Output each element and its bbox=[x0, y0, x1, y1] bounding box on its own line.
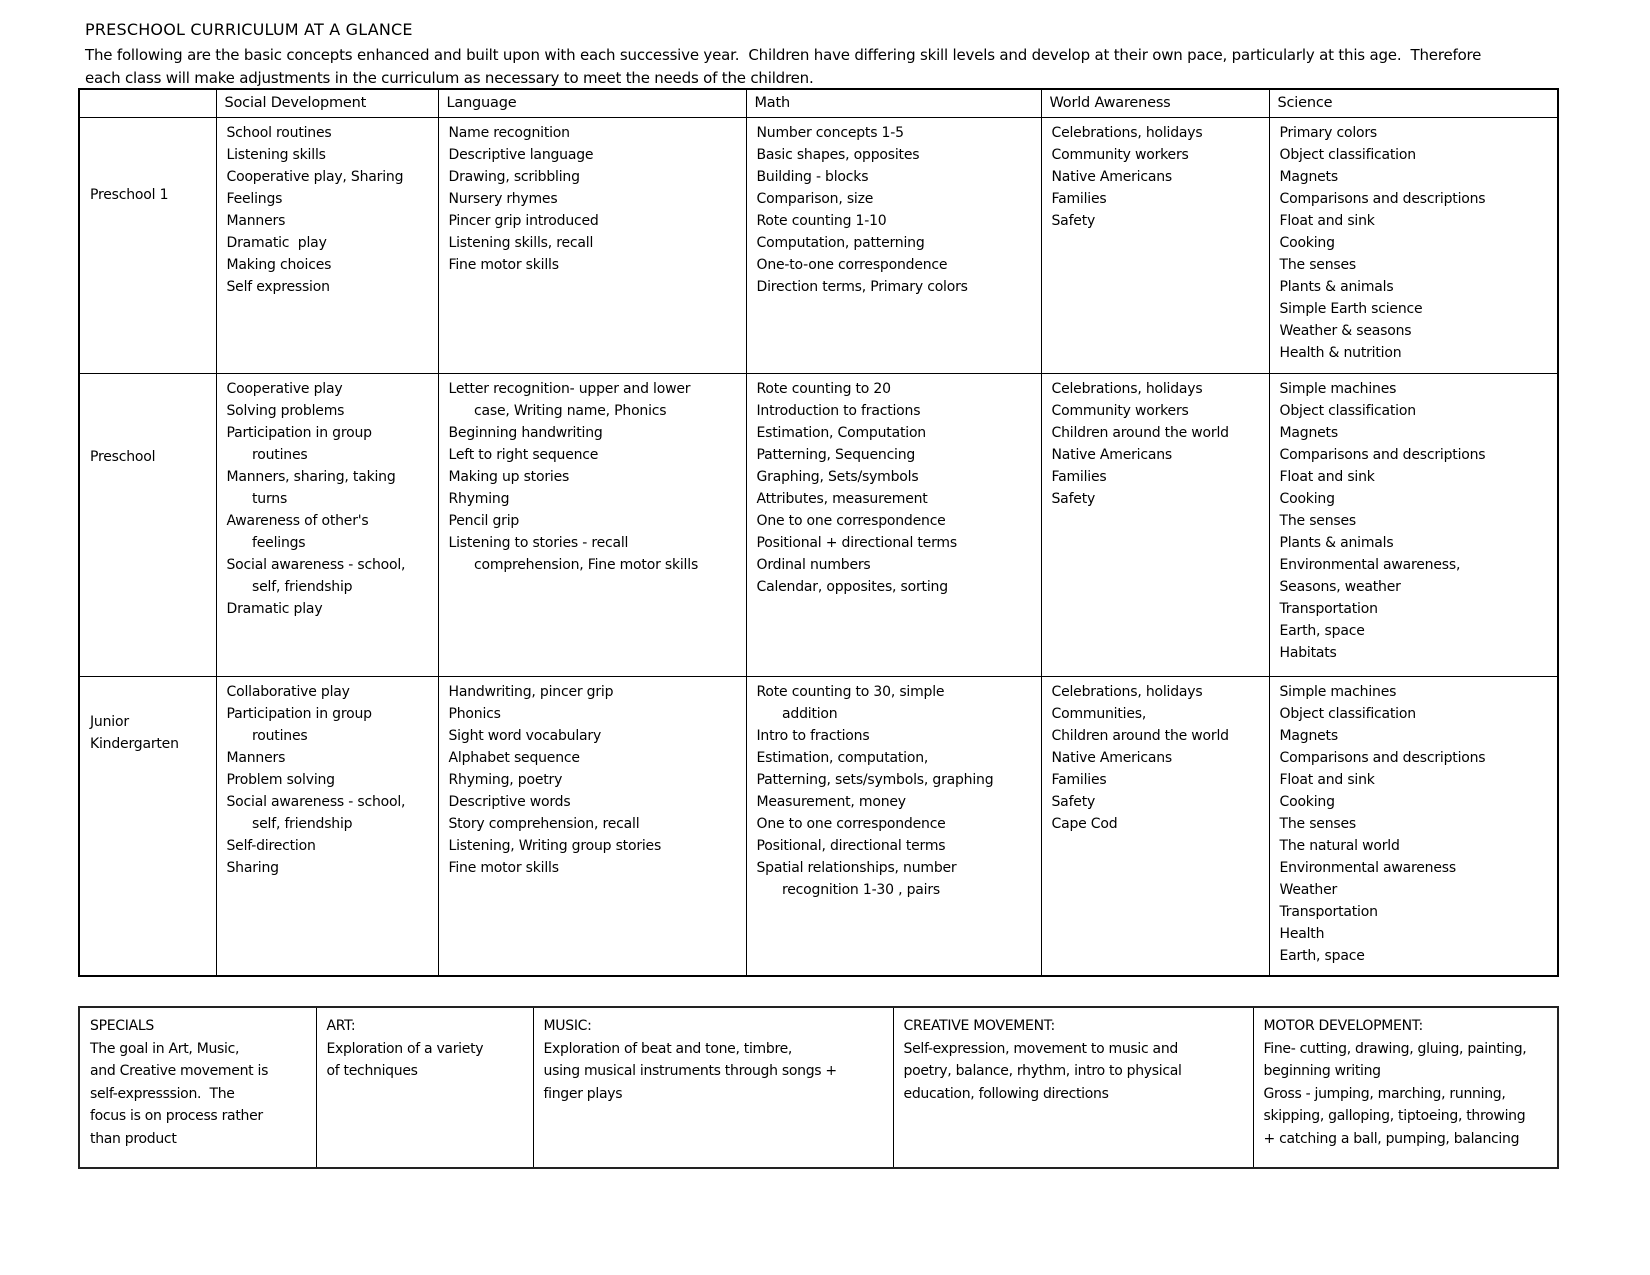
cell-line: Celebrations, holidays bbox=[1051, 124, 1203, 141]
specials-body-line: Exploration of beat and tone, timbre, bbox=[543, 1040, 793, 1057]
cell-line: Listening to stories - recall bbox=[448, 534, 629, 551]
cell-line: Listening skills, recall bbox=[448, 234, 594, 251]
cell-line: Comparisons and descriptions bbox=[1279, 190, 1486, 207]
cell-line: Health bbox=[1279, 925, 1325, 942]
specials-heading: MUSIC: bbox=[543, 1018, 592, 1034]
cell-line: Safety bbox=[1051, 212, 1096, 229]
cell-line: Sight word vocabulary bbox=[448, 727, 602, 744]
curriculum-cell bbox=[438, 373, 746, 676]
cell-line: Direction terms, Primary colors bbox=[756, 278, 968, 295]
specials-body-line: Exploration of a variety bbox=[326, 1040, 484, 1057]
cell-line: Making choices bbox=[226, 256, 332, 273]
cell-line: Number concepts 1-5 bbox=[756, 124, 904, 141]
cell-line: Celebrations, holidays bbox=[1051, 380, 1203, 397]
cell-line: Earth, space bbox=[1279, 947, 1365, 964]
specials-body-line: Gross - jumping, marching, running, bbox=[1263, 1085, 1506, 1102]
curriculum-cell bbox=[216, 117, 438, 373]
cell-line: The senses bbox=[1279, 815, 1356, 832]
cell-line: Attributes, measurement bbox=[756, 490, 928, 507]
cell-line: Dramatic play bbox=[226, 600, 323, 617]
intro-paragraph bbox=[85, 44, 1481, 89]
cell-line: Alphabet sequence bbox=[448, 749, 580, 766]
cell-line: Self expression bbox=[226, 278, 330, 295]
curriculum-cell bbox=[216, 676, 438, 976]
cell-line: Manners bbox=[226, 749, 286, 766]
cell-line: Participation in group bbox=[226, 705, 372, 722]
cell-line: Left to right sequence bbox=[448, 446, 599, 463]
cell-line: Positional + directional terms bbox=[756, 534, 957, 551]
cell-line: case, Writing name, Phonics bbox=[448, 402, 667, 419]
cell-line: Cooking bbox=[1279, 793, 1335, 810]
cell-line: Sharing bbox=[226, 859, 279, 876]
cell-line: Story comprehension, recall bbox=[448, 815, 640, 832]
specials-body-line: and Creative movement is bbox=[90, 1063, 269, 1079]
cell-line: Drawing, scribbling bbox=[448, 168, 580, 185]
cell-line: routines bbox=[226, 446, 308, 463]
cell-line: Native Americans bbox=[1051, 446, 1172, 463]
specials-body-line: Fine- cutting, drawing, gluing, painting, bbox=[1263, 1040, 1527, 1057]
cell-line: School routines bbox=[226, 124, 332, 141]
cell-line: Estimation, computation, bbox=[756, 749, 929, 766]
cell-line: Cooking bbox=[1279, 234, 1335, 251]
specials-body-line: finger plays bbox=[543, 1085, 623, 1102]
cell-line: Earth, space bbox=[1279, 622, 1365, 639]
cell-line: Nursery rhymes bbox=[448, 190, 558, 207]
cell-line: feelings bbox=[226, 534, 306, 551]
cell-line: Object classification bbox=[1279, 705, 1416, 722]
cell-line: Cooperative play bbox=[226, 380, 343, 397]
specials-body-line: education, following directions bbox=[903, 1085, 1109, 1102]
specials-heading: MOTOR DEVELOPMENT: bbox=[1263, 1018, 1423, 1034]
row-label: Preschool bbox=[79, 373, 216, 676]
cell-line: Float and sink bbox=[1279, 212, 1375, 229]
curriculum-row bbox=[79, 117, 1558, 373]
cell-line: Comparison, size bbox=[756, 190, 874, 207]
cell-line: The senses bbox=[1279, 256, 1356, 273]
curriculum-cell bbox=[1041, 373, 1269, 676]
specials-cell bbox=[893, 1007, 1253, 1168]
specials-body-line: than product bbox=[90, 1130, 177, 1147]
cell-line: Dramatic play bbox=[226, 234, 327, 251]
cell-line: Graphing, Sets/symbols bbox=[756, 468, 919, 485]
specials-body-line: The goal in Art, Music, bbox=[90, 1040, 240, 1057]
cell-line: Solving problems bbox=[226, 402, 345, 419]
specials-body-line: using musical instruments through songs + bbox=[543, 1063, 837, 1079]
specials-table bbox=[78, 1006, 1559, 1169]
cell-line: Native Americans bbox=[1051, 749, 1172, 766]
curriculum-cell bbox=[1269, 676, 1558, 976]
cell-line: Manners, sharing, taking bbox=[226, 468, 396, 485]
cell-line: Communities, bbox=[1051, 705, 1147, 722]
curriculum-cell bbox=[1041, 117, 1269, 373]
cell-line: Magnets bbox=[1279, 424, 1338, 441]
column-header: Math bbox=[746, 89, 1041, 117]
cell-line: Spatial relationships, number bbox=[756, 859, 957, 876]
column-header: Science bbox=[1269, 89, 1558, 117]
cell-line: Primary colors bbox=[1279, 124, 1378, 141]
cell-line: addition bbox=[756, 705, 838, 722]
cell-line: Object classification bbox=[1279, 402, 1416, 419]
specials-body-line: + catching a ball, pumping, balancing bbox=[1263, 1130, 1520, 1147]
cell-line: Problem solving bbox=[226, 771, 335, 788]
cell-line: Families bbox=[1051, 190, 1107, 207]
cell-line: Rhyming, poetry bbox=[448, 771, 563, 788]
cell-line: Beginning handwriting bbox=[448, 424, 603, 441]
cell-line: Phonics bbox=[448, 705, 501, 722]
curriculum-cell bbox=[1269, 373, 1558, 676]
cell-line: Patterning, sets/symbols, graphing bbox=[756, 771, 994, 788]
curriculum-cell bbox=[438, 676, 746, 976]
cell-line: Self-direction bbox=[226, 837, 316, 854]
cell-line: Families bbox=[1051, 771, 1107, 788]
curriculum-cell bbox=[1269, 117, 1558, 373]
cell-line: Patterning, Sequencing bbox=[756, 446, 916, 463]
cell-line: Plants & animals bbox=[1279, 278, 1394, 295]
cell-line: routines bbox=[226, 727, 308, 744]
cell-line: Handwriting, pincer grip bbox=[448, 683, 614, 700]
cell-line: Listening, Writing group stories bbox=[448, 837, 662, 854]
curriculum-cell bbox=[1041, 676, 1269, 976]
cell-line: Descriptive words bbox=[448, 793, 571, 810]
cell-line: Simple machines bbox=[1279, 683, 1397, 700]
cell-line: Computation, patterning bbox=[756, 234, 925, 251]
row-label: Preschool 1 bbox=[79, 117, 216, 373]
cell-line: Plants & animals bbox=[1279, 534, 1394, 551]
curriculum-row bbox=[79, 373, 1558, 676]
cell-line: Weather bbox=[1279, 881, 1338, 898]
cell-line: Comparisons and descriptions bbox=[1279, 446, 1486, 463]
cell-line: One to one correspondence bbox=[756, 512, 946, 529]
cell-line: Safety bbox=[1051, 490, 1096, 507]
row-label: Junior Kindergarten bbox=[79, 676, 216, 976]
specials-row bbox=[79, 1007, 1558, 1168]
cell-line: Making up stories bbox=[448, 468, 570, 485]
column-header: Language bbox=[438, 89, 746, 117]
column-header: World Awareness bbox=[1041, 89, 1269, 117]
curriculum-header-row bbox=[79, 89, 1558, 117]
cell-line: Feelings bbox=[226, 190, 283, 207]
corner-cell bbox=[79, 89, 216, 117]
specials-body-line: Self-expression, movement to music and bbox=[903, 1040, 1178, 1057]
curriculum-cell bbox=[746, 676, 1041, 976]
cell-line: Float and sink bbox=[1279, 771, 1375, 788]
cell-line: Letter recognition- upper and lower bbox=[448, 380, 691, 397]
page-title: PRESCHOOL CURRICULUM AT A GLANCE bbox=[85, 20, 413, 39]
cell-line: Participation in group bbox=[226, 424, 372, 441]
cell-line: Community workers bbox=[1051, 146, 1189, 163]
cell-line: Calendar, opposites, sorting bbox=[756, 578, 948, 595]
cell-line: Children around the world bbox=[1051, 424, 1229, 441]
cell-line: Building - blocks bbox=[756, 168, 869, 185]
cell-line: Weather & seasons bbox=[1279, 322, 1412, 339]
cell-line: One to one correspondence bbox=[756, 815, 946, 832]
specials-body-line: skipping, galloping, tiptoeing, throwing bbox=[1263, 1108, 1526, 1124]
cell-line: Name recognition bbox=[448, 124, 570, 141]
specials-body-line: beginning writing bbox=[1263, 1063, 1381, 1079]
cell-line: Rhyming bbox=[448, 490, 510, 507]
cell-line: Collaborative play bbox=[226, 683, 350, 700]
cell-line: The natural world bbox=[1279, 837, 1400, 854]
cell-line: Celebrations, holidays bbox=[1051, 683, 1203, 700]
cell-line: Estimation, Computation bbox=[756, 424, 926, 441]
curriculum-cell bbox=[438, 117, 746, 373]
cell-line: Cooperative play, Sharing bbox=[226, 168, 404, 185]
cell-line: Families bbox=[1051, 468, 1107, 485]
curriculum-row bbox=[79, 676, 1558, 976]
specials-body-line: poetry, balance, rhythm, intro to physical bbox=[903, 1063, 1182, 1079]
cell-line: turns bbox=[226, 490, 288, 507]
cell-line: Awareness of other's bbox=[226, 512, 369, 529]
specials-heading: ART: bbox=[326, 1018, 356, 1034]
cell-line: comprehension, Fine motor skills bbox=[448, 556, 699, 573]
cell-line: Simple Earth science bbox=[1279, 300, 1423, 317]
specials-cell bbox=[533, 1007, 893, 1168]
cell-line: Children around the world bbox=[1051, 727, 1229, 744]
cell-line: The senses bbox=[1279, 512, 1356, 529]
cell-line: Pencil grip bbox=[448, 512, 520, 529]
cell-line: Fine motor skills bbox=[448, 859, 559, 876]
cell-line: Intro to fractions bbox=[756, 727, 870, 744]
cell-line: Community workers bbox=[1051, 402, 1189, 419]
cell-line: Ordinal numbers bbox=[756, 556, 871, 573]
cell-line: Comparisons and descriptions bbox=[1279, 749, 1486, 766]
cell-line: self, friendship bbox=[226, 578, 353, 595]
cell-line: Magnets bbox=[1279, 168, 1338, 185]
cell-line: Seasons, weather bbox=[1279, 578, 1401, 595]
cell-line: Listening skills bbox=[226, 146, 326, 163]
cell-line: Transportation bbox=[1279, 600, 1378, 617]
cell-line: Cape Cod bbox=[1051, 815, 1118, 832]
cell-line: Float and sink bbox=[1279, 468, 1375, 485]
cell-line: Simple machines bbox=[1279, 380, 1397, 397]
intro-line-2: each class will make adjustments in the curriculum as necessary to meet the needs of the children. bbox=[85, 68, 814, 87]
specials-heading: SPECIALS bbox=[90, 1018, 154, 1034]
cell-line: Magnets bbox=[1279, 727, 1338, 744]
cell-line: Transportation bbox=[1279, 903, 1378, 920]
cell-line: Descriptive language bbox=[448, 146, 594, 163]
cell-line: Pincer grip introduced bbox=[448, 212, 599, 229]
curriculum-table bbox=[78, 88, 1559, 977]
cell-line: One-to-one correspondence bbox=[756, 256, 948, 273]
cell-line: Native Americans bbox=[1051, 168, 1172, 185]
intro-line-1: The following are the basic concepts enhanced and built upon with each successive year. Children have differing skill levels and develop at their own pace, particularly at this age. Therefore bbox=[85, 46, 1482, 64]
specials-body-line: self-expresssion. The bbox=[90, 1085, 235, 1102]
specials-body-line: focus is on process rather bbox=[90, 1108, 263, 1124]
cell-line: Social awareness - school, bbox=[226, 556, 406, 573]
curriculum-cell bbox=[746, 117, 1041, 373]
cell-line: Fine motor skills bbox=[448, 256, 559, 273]
cell-line: Rote counting to 30, simple bbox=[756, 683, 945, 700]
cell-line: Environmental awareness, bbox=[1279, 556, 1461, 573]
cell-line: Object classification bbox=[1279, 146, 1416, 163]
specials-cell bbox=[1253, 1007, 1558, 1168]
cell-line: Rote counting 1-10 bbox=[756, 212, 887, 229]
specials-cell bbox=[316, 1007, 533, 1168]
cell-line: Basic shapes, opposites bbox=[756, 146, 920, 163]
cell-line: Environmental awareness bbox=[1279, 859, 1456, 876]
curriculum-cell bbox=[746, 373, 1041, 676]
cell-line: Cooking bbox=[1279, 490, 1335, 507]
cell-line: self, friendship bbox=[226, 815, 353, 832]
cell-line: Measurement, money bbox=[756, 793, 906, 810]
specials-cell bbox=[79, 1007, 316, 1168]
cell-line: recognition 1-30 , pairs bbox=[756, 881, 940, 898]
cell-line: Manners bbox=[226, 212, 286, 229]
cell-line: Habitats bbox=[1279, 644, 1337, 661]
curriculum-cell bbox=[216, 373, 438, 676]
cell-line: Safety bbox=[1051, 793, 1096, 810]
cell-line: Social awareness - school, bbox=[226, 793, 406, 810]
cell-line: Introduction to fractions bbox=[756, 402, 921, 419]
cell-line: Health & nutrition bbox=[1279, 344, 1402, 361]
specials-heading: CREATIVE MOVEMENT: bbox=[903, 1018, 1055, 1034]
cell-line: Rote counting to 20 bbox=[756, 380, 891, 397]
specials-body-line: of techniques bbox=[326, 1063, 418, 1079]
column-header: Social Development bbox=[216, 89, 438, 117]
cell-line: Positional, directional terms bbox=[756, 837, 946, 854]
